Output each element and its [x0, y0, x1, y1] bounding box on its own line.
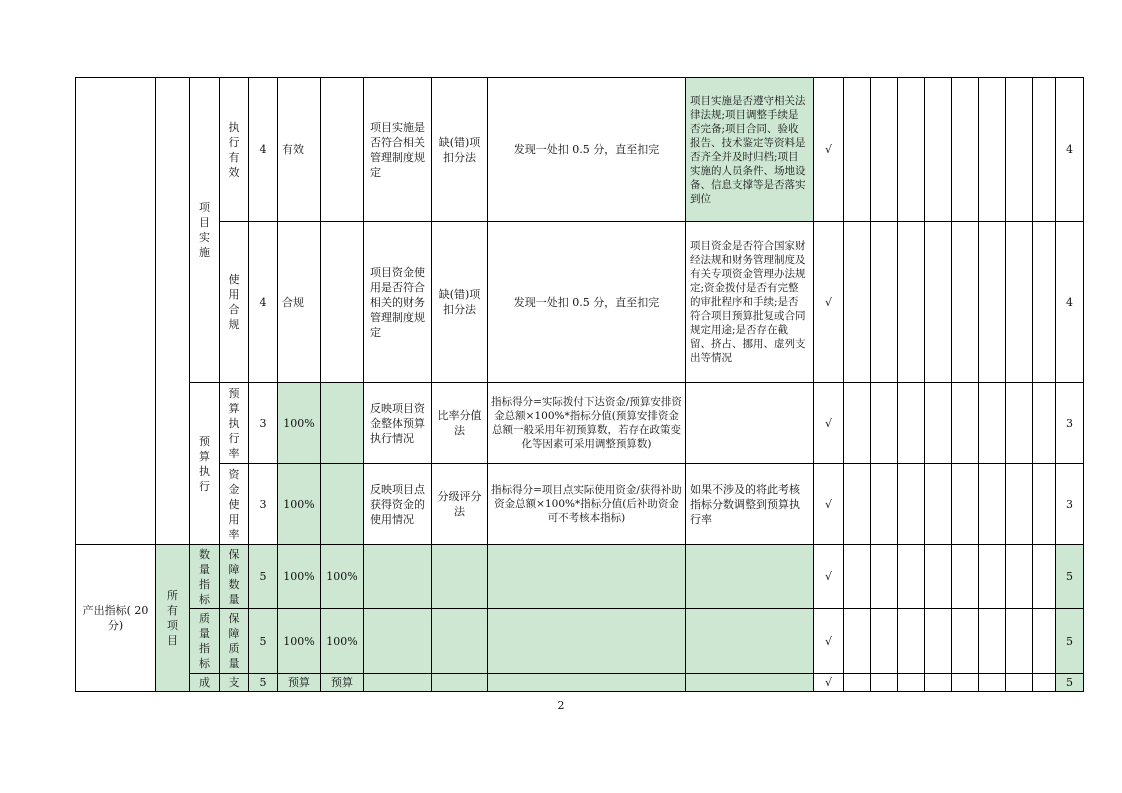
blank-cell — [925, 545, 952, 609]
level3-label: 执行有效 — [228, 120, 240, 179]
level2-label: 数量指标 — [199, 547, 210, 606]
target-cell: 合规 — [278, 222, 321, 383]
blank-cell — [844, 222, 871, 383]
check-cell: √ — [814, 383, 844, 464]
blank-cell — [898, 674, 925, 692]
table-row — [76, 222, 1084, 383]
blank-cell — [952, 383, 979, 464]
blank-cell — [952, 464, 979, 545]
table-row — [76, 383, 1084, 464]
check-cell: √ — [814, 545, 844, 609]
level1-cell-empty — [76, 78, 156, 545]
blank-cell — [898, 383, 925, 464]
blank-cell — [871, 545, 898, 609]
score-cell: 5 — [249, 545, 278, 609]
blank-cell — [1033, 222, 1056, 383]
blank-cell — [952, 674, 979, 692]
all-projects-cell — [156, 545, 190, 692]
level3-cell: 支 — [220, 674, 249, 692]
section-project-implementation — [190, 78, 220, 383]
blank-cell — [1006, 464, 1033, 545]
blank-cell — [898, 464, 925, 545]
blank-cell — [1006, 674, 1033, 692]
method-cell: 缺(错)项扣分法 — [432, 78, 488, 222]
notes-cell — [686, 383, 814, 464]
description-cell — [364, 609, 432, 674]
level3-cell — [220, 78, 249, 222]
actual-cell — [321, 383, 364, 464]
notes-cell — [686, 609, 814, 674]
method-cell: 分级评分法 — [432, 464, 488, 545]
final-score-cell: 4 — [1056, 222, 1084, 383]
formula-cell: 指标得分=项目点实际使用资金/获得补助资金总额×100%*指标分值(后补助资金可不考核本指标) — [488, 464, 686, 545]
table-row — [76, 78, 1084, 222]
level3-label: 保障质量 — [228, 612, 240, 670]
level2-cell — [190, 609, 220, 674]
check-cell: √ — [814, 609, 844, 674]
blank-cell — [925, 609, 952, 674]
blank-cell — [871, 609, 898, 674]
blank-cell — [979, 545, 1006, 609]
table-row — [76, 674, 1084, 692]
description-cell — [364, 674, 432, 692]
score-cell: 5 — [249, 609, 278, 674]
blank-cell — [979, 383, 1006, 464]
blank-cell — [871, 464, 898, 545]
blank-cell — [871, 383, 898, 464]
blank-cell — [952, 609, 979, 674]
actual-cell: 100% — [321, 545, 364, 609]
page-number: 2 — [557, 699, 565, 712]
formula-cell: 发现一处扣 0.5 分，直至扣完 — [488, 222, 686, 383]
level3-label: 资金使用率 — [228, 467, 240, 541]
final-score-cell: 3 — [1056, 464, 1084, 545]
blank-cell — [925, 383, 952, 464]
blank-cell — [898, 609, 925, 674]
actual-cell — [321, 78, 364, 222]
section-label: 项目实施 — [199, 201, 210, 259]
level2-cell: 成 — [190, 674, 220, 692]
level2-label: 质量指标 — [199, 612, 210, 670]
blank-cell — [844, 383, 871, 464]
blank-cell — [979, 609, 1006, 674]
blank-cell — [844, 545, 871, 609]
performance-evaluation-table — [75, 77, 1084, 692]
blank-cell — [844, 674, 871, 692]
blank-cell — [1006, 78, 1033, 222]
method-cell: 比率分值法 — [432, 383, 488, 464]
formula-cell — [488, 609, 686, 674]
blank-cell — [1033, 545, 1056, 609]
target-cell: 100% — [278, 545, 321, 609]
formula-cell — [488, 674, 686, 692]
blank-cell — [844, 78, 871, 222]
output-indicator-cell: 产出指标( 20 分) — [76, 545, 156, 692]
actual-cell — [321, 222, 364, 383]
formula-cell: 指标得分=实际拨付下达资金/预算安排资金总额×100%*指标分值(预算安排资金总额一般采用年初预算数，若存在政策变化等因素可采用调整预算数) — [488, 383, 686, 464]
table-row — [76, 464, 1084, 545]
final-score-cell: 4 — [1056, 78, 1084, 222]
final-score-cell: 5 — [1056, 674, 1084, 692]
actual-cell: 100% — [321, 609, 364, 674]
target-cell: 100% — [278, 383, 321, 464]
blank-cell — [952, 222, 979, 383]
actual-cell — [321, 464, 364, 545]
blank-cell — [979, 222, 1006, 383]
blank-cell — [1033, 383, 1056, 464]
blank-cell — [952, 78, 979, 222]
blank-cell — [979, 464, 1006, 545]
level3-cell — [220, 464, 249, 545]
table-row — [76, 545, 1084, 609]
description-cell: 项目资金使用是否符合相关的财务管理制度规定 — [364, 222, 432, 383]
final-score-cell: 3 — [1056, 383, 1084, 464]
check-cell: √ — [814, 78, 844, 222]
target-cell: 100% — [278, 464, 321, 545]
blank-cell — [1006, 545, 1033, 609]
notes-cell — [686, 674, 814, 692]
blank-cell — [1033, 464, 1056, 545]
description-cell: 反映项目点获得资金的使用情况 — [364, 464, 432, 545]
level1b-cell-empty — [156, 78, 190, 545]
blank-cell — [898, 222, 925, 383]
score-cell: 5 — [249, 674, 278, 692]
final-score-cell: 5 — [1056, 545, 1084, 609]
formula-cell: 发现一处扣 0.5 分，直至扣完 — [488, 78, 686, 222]
blank-cell — [871, 78, 898, 222]
description-cell: 项目实施是否符合相关管理制度规定 — [364, 78, 432, 222]
blank-cell — [979, 78, 1006, 222]
blank-cell — [979, 674, 1006, 692]
notes-cell — [686, 545, 814, 609]
formula-cell — [488, 545, 686, 609]
blank-cell — [898, 545, 925, 609]
notes-cell: 项目实施是否遵守相关法律法规;项目调整手续是否完备;项目合同、验收报告、技术鉴定等资料是否齐全并及时归档;项目实施的人员条件、场地设备、信息支撑等是否落实到位 — [686, 78, 814, 222]
target-cell: 预算 — [278, 674, 321, 692]
check-cell: √ — [814, 222, 844, 383]
description-cell: 反映项目资金整体预算执行情况 — [364, 383, 432, 464]
notes-cell: 如果不涉及的将此考核指标分数调整到预算执行率 — [686, 464, 814, 545]
blank-cell — [871, 674, 898, 692]
blank-cell — [1006, 609, 1033, 674]
notes-cell: 项目资金是否符合国家财经法规和财务管理制度及有关专项资金管理办法规定;资金拨付是否有完整的审批程序和手续;是否符合项目预算批复或合同规定用途;是否存在截留、挤占、挪用、虚列支出等情况 — [686, 222, 814, 383]
target-cell: 100% — [278, 609, 321, 674]
blank-cell — [1033, 78, 1056, 222]
method-cell — [432, 674, 488, 692]
level3-label: 保障数量 — [228, 547, 240, 606]
method-cell — [432, 545, 488, 609]
blank-cell — [898, 78, 925, 222]
level3-cell — [220, 383, 249, 464]
blank-cell — [844, 609, 871, 674]
section-label: 预算执行 — [199, 434, 210, 493]
check-cell: √ — [814, 464, 844, 545]
method-cell: 缺(错)项扣分法 — [432, 222, 488, 383]
blank-cell — [871, 222, 898, 383]
blank-cell — [1033, 609, 1056, 674]
blank-cell — [925, 222, 952, 383]
blank-cell — [1006, 222, 1033, 383]
blank-cell — [925, 464, 952, 545]
level3-cell — [220, 222, 249, 383]
section-budget-execution — [190, 383, 220, 545]
level3-label: 预算执行率 — [228, 386, 240, 460]
blank-cell — [1006, 383, 1033, 464]
blank-cell — [925, 674, 952, 692]
check-cell: √ — [814, 674, 844, 692]
actual-cell: 预算 — [321, 674, 364, 692]
level2-cell — [190, 545, 220, 609]
all-projects-label: 所有项目 — [167, 589, 178, 647]
blank-cell — [952, 545, 979, 609]
blank-cell — [925, 78, 952, 222]
method-cell — [432, 609, 488, 674]
level3-cell — [220, 609, 249, 674]
blank-cell — [844, 464, 871, 545]
score-cell: 3 — [249, 464, 278, 545]
score-cell: 4 — [249, 78, 278, 222]
blank-cell — [1033, 674, 1056, 692]
final-score-cell: 5 — [1056, 609, 1084, 674]
score-cell: 4 — [249, 222, 278, 383]
description-cell — [364, 545, 432, 609]
table-row — [76, 609, 1084, 674]
level3-label: 使用合规 — [228, 273, 240, 331]
level3-cell — [220, 545, 249, 609]
score-cell: 3 — [249, 383, 278, 464]
target-cell: 有效 — [278, 78, 321, 222]
